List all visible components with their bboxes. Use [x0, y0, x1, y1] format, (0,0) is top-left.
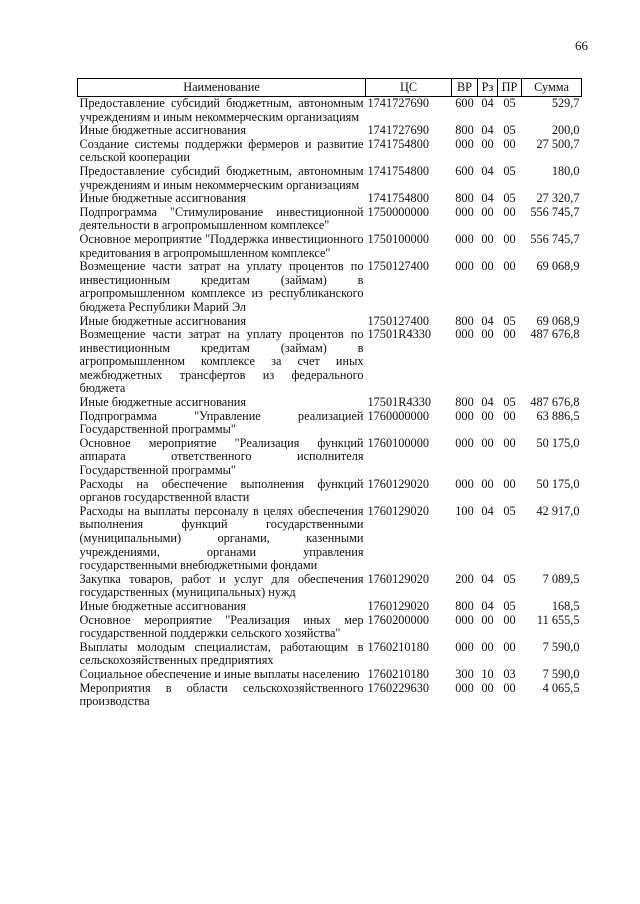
cell-vr: 800	[455, 395, 474, 410]
table-row	[78, 165, 582, 192]
cell-name: Основное мероприятие "Реализация функций аппарата ответственного исполнителя Государственной программы"	[79, 435, 364, 478]
cell-vr: 300	[455, 666, 474, 681]
cell-rz: 04	[481, 503, 494, 518]
header-sum: Сумма	[522, 79, 582, 97]
cell-pr: 05	[503, 598, 516, 613]
cell-sum: 50 175,0	[536, 435, 580, 450]
cell-vr: 000	[455, 259, 474, 274]
cell-name: Иные бюджетные ассигнования	[79, 313, 247, 328]
cell-cs: 17501R4330	[367, 395, 432, 410]
cell-rz: 00	[481, 639, 494, 654]
cell-pr: 05	[503, 191, 516, 206]
header-name: Наименование	[78, 79, 366, 97]
cell-rz: 00	[481, 680, 494, 695]
cell-pr: 00	[503, 259, 516, 274]
cell-vr: 000	[455, 435, 474, 450]
cell-pr: 05	[503, 313, 516, 328]
cell-vr: 000	[455, 612, 474, 627]
cell-vr: 800	[455, 191, 474, 206]
cell-cs: 1760129020	[367, 476, 429, 491]
cell-name: Предоставление субсидий бюджетным, автономным учреждениям и иным некоммерческим организациям	[79, 163, 364, 192]
cell-pr: 00	[503, 204, 516, 219]
cell-cs: 1741727690	[367, 96, 429, 110]
table-row	[78, 260, 582, 314]
cell-rz: 04	[481, 163, 494, 178]
cell-vr: 000	[455, 408, 474, 423]
cell-sum: 529,7	[551, 96, 580, 110]
cell-name: Подпрограмма "Управление реализацией Государственной программы"	[79, 408, 364, 437]
cell-sum: 7 089,5	[542, 571, 580, 586]
cell-rz: 00	[481, 327, 494, 342]
cell-vr: 600	[455, 96, 474, 110]
header-cs: ЦС	[366, 79, 452, 97]
cell-cs: 1741754800	[367, 191, 429, 206]
cell-cs: 1760210180	[367, 639, 429, 654]
cell-sum: 487 676,8	[530, 327, 580, 342]
table-row	[78, 505, 582, 573]
table-row	[78, 600, 582, 614]
cell-name: Расходы на выплаты персоналу в целях обеспечения выполнения функций государственными (муниципальными) органами, казенными учреждениями, органами управления государственными внебюджетными фондами	[79, 503, 364, 573]
cell-name: Выплаты молодым специалистам, работающим в сельскохозяйственных предприятиях	[79, 639, 364, 668]
cell-sum: 69 068,9	[536, 313, 580, 328]
cell-name: Подпрограмма "Стимулирование инвестиционной деятельности в агропромышленном комплексе"	[79, 204, 364, 233]
table-row	[78, 478, 582, 505]
table-row	[78, 614, 582, 641]
cell-name: Основное мероприятие "Реализация иных мер государственной поддержки сельского хозяйства"	[79, 612, 364, 641]
cell-sum: 180,0	[551, 163, 580, 178]
cell-name: Мероприятия в области сельскохозяйственного производства	[79, 680, 364, 709]
cell-rz: 00	[481, 476, 494, 491]
cell-rz: 00	[481, 204, 494, 219]
table-row	[78, 97, 582, 125]
cell-name: Иные бюджетные ассигнования	[79, 123, 247, 138]
budget-table	[77, 78, 582, 709]
cell-sum: 27 500,7	[536, 136, 580, 151]
cell-vr: 000	[455, 639, 474, 654]
table-row	[78, 437, 582, 478]
cell-name: Иные бюджетные ассигнования	[79, 191, 247, 206]
cell-rz: 00	[481, 435, 494, 450]
cell-sum: 487 676,8	[530, 395, 580, 410]
table-row	[78, 124, 582, 138]
cell-vr: 800	[455, 313, 474, 328]
cell-sum: 7 590,0	[542, 666, 580, 681]
cell-pr: 05	[503, 123, 516, 138]
cell-pr: 00	[503, 680, 516, 695]
cell-sum: 168,5	[551, 598, 580, 613]
cell-pr: 05	[503, 571, 516, 586]
cell-rz: 04	[481, 191, 494, 206]
table-row	[78, 573, 582, 600]
cell-pr: 05	[503, 163, 516, 178]
cell-rz: 04	[481, 598, 494, 613]
cell-name: Возмещение части затрат на уплату процентов по инвестиционным кредитам (займам) в агропромышленном комплексе из республиканского бюджета Республики Марий Эл	[79, 259, 364, 314]
cell-vr: 600	[455, 163, 474, 178]
cell-name: Основное мероприятие "Поддержка инвестиционного кредитования в агропромышленном комплексе"	[79, 231, 364, 260]
cell-sum: 63 886,5	[536, 408, 580, 423]
cell-cs: 1760000000	[367, 408, 429, 423]
cell-name: Закупка товаров, работ и услуг для обеспечения государственных (муниципальных) нужд	[79, 571, 364, 600]
cell-rz: 04	[481, 395, 494, 410]
cell-rz: 00	[481, 259, 494, 274]
cell-name: Расходы на обеспечение выполнения функций органов государственной власти	[79, 476, 364, 505]
cell-pr: 03	[503, 666, 516, 681]
table-row	[78, 192, 582, 206]
cell-name: Предоставление субсидий бюджетным, автономным учреждениям и иным некоммерческим организациям	[79, 96, 364, 124]
cell-cs: 1760129020	[367, 571, 429, 586]
cell-cs: 1741727690	[367, 123, 429, 138]
cell-vr: 100	[455, 503, 474, 518]
table-row	[78, 682, 582, 709]
table-row	[78, 233, 582, 260]
cell-name: Иные бюджетные ассигнования	[79, 395, 247, 410]
cell-rz: 04	[481, 313, 494, 328]
cell-name: Создание системы поддержки фермеров и развитие сельской кооперации	[79, 136, 364, 165]
cell-vr: 200	[455, 571, 474, 586]
cell-pr: 00	[503, 435, 516, 450]
cell-cs: 1760229630	[367, 680, 429, 695]
cell-pr: 00	[503, 408, 516, 423]
cell-pr: 00	[503, 231, 516, 246]
cell-vr: 000	[455, 231, 474, 246]
cell-sum: 200,0	[551, 123, 580, 138]
cell-pr: 00	[503, 612, 516, 627]
cell-sum: 50 175,0	[536, 476, 580, 491]
cell-cs: 1760129020	[367, 503, 429, 518]
cell-vr: 000	[455, 327, 474, 342]
cell-cs: 17501R4330	[367, 327, 432, 342]
cell-sum: 69 068,9	[536, 259, 580, 274]
cell-sum: 11 655,5	[536, 612, 580, 627]
cell-pr: 00	[503, 136, 516, 151]
cell-sum: 7 590,0	[542, 639, 580, 654]
cell-cs: 1760210180	[367, 666, 429, 681]
cell-vr: 800	[455, 598, 474, 613]
cell-sum: 27 320,7	[536, 191, 580, 206]
table-body	[78, 97, 582, 709]
cell-rz: 04	[481, 96, 494, 110]
cell-cs: 1760100000	[367, 435, 429, 450]
cell-pr: 00	[503, 476, 516, 491]
table-row	[78, 410, 582, 437]
cell-rz: 00	[481, 231, 494, 246]
page-number: 66	[575, 38, 588, 53]
table-header-row	[78, 79, 582, 97]
cell-cs: 1750100000	[367, 231, 429, 246]
cell-name: Возмещение части затрат на уплату процентов по инвестиционным кредитам (займам) в агропромышленном комплексе за счет иных межбюджетных трансфертов из федерального бюджета	[79, 327, 364, 396]
cell-cs: 1741754800	[367, 163, 429, 178]
cell-vr: 000	[455, 476, 474, 491]
table-row	[78, 668, 582, 682]
cell-sum: 556 745,7	[530, 231, 580, 246]
cell-rz: 00	[481, 612, 494, 627]
cell-cs: 1750000000	[367, 204, 429, 219]
cell-pr: 05	[503, 96, 516, 110]
cell-cs: 1760129020	[367, 598, 429, 613]
header-pr: ПР	[498, 79, 522, 97]
cell-pr: 00	[503, 327, 516, 342]
table-row	[78, 138, 582, 165]
cell-cs: 1750127400	[367, 259, 429, 274]
cell-pr: 00	[503, 639, 516, 654]
cell-cs: 1741754800	[367, 136, 429, 151]
cell-sum: 42 917,0	[536, 503, 580, 518]
cell-rz: 04	[481, 571, 494, 586]
cell-rz: 00	[481, 136, 494, 151]
cell-sum: 4 065,5	[542, 680, 580, 695]
table-row	[78, 641, 582, 668]
cell-cs: 1750127400	[367, 313, 429, 328]
cell-vr: 000	[455, 680, 474, 695]
cell-name: Иные бюджетные ассигнования	[79, 598, 247, 613]
header-rz: Рз	[478, 79, 498, 97]
header-vr: ВР	[452, 79, 478, 97]
cell-rz: 00	[481, 408, 494, 423]
cell-vr: 000	[455, 136, 474, 151]
table-row	[78, 328, 582, 396]
table-row	[78, 206, 582, 233]
cell-pr: 05	[503, 395, 516, 410]
cell-name: Социальное обеспечение и иные выплаты населению	[79, 666, 360, 681]
cell-sum: 556 745,7	[530, 204, 580, 219]
table-row	[78, 315, 582, 329]
cell-rz: 10	[481, 666, 494, 681]
table-row	[78, 396, 582, 410]
cell-pr: 05	[503, 503, 516, 518]
cell-vr: 800	[455, 123, 474, 138]
cell-vr: 000	[455, 204, 474, 219]
cell-cs: 1760200000	[367, 612, 429, 627]
cell-rz: 04	[481, 123, 494, 138]
